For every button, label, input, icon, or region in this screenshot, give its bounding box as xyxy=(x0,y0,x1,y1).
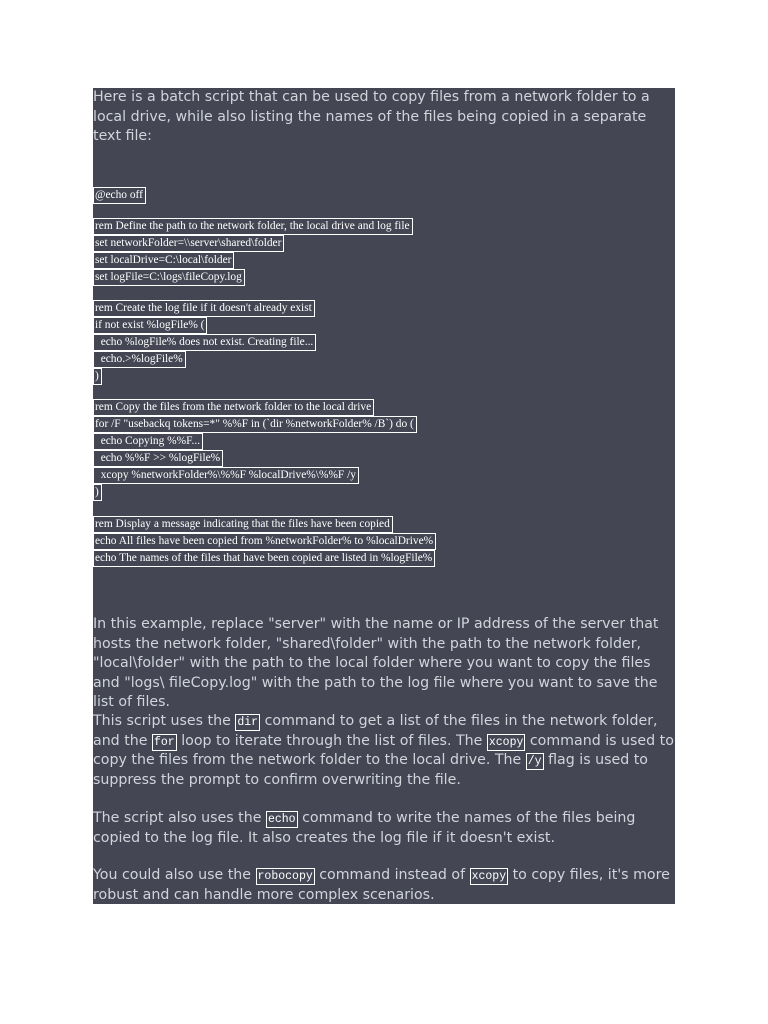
text: command is used to copy the files from the network folder to the local drive. The xyxy=(93,732,674,769)
code-line: rem Define the path to the network folder, the local drive and log file xyxy=(93,218,413,235)
text: This script uses the xyxy=(93,713,236,729)
inline-code-dir: dir xyxy=(237,716,259,729)
code-line: set localDrive=C:\local\folder xyxy=(93,252,234,269)
intro-paragraph: Here is a batch script that can be used to copy files from a network folder to a local drive, while also listing the names of the files being copied in a separate text file: xyxy=(93,89,650,145)
text: flag is used to suppress the prompt to confirm overwriting the file. xyxy=(93,752,648,788)
inline-code-y-flag: /y xyxy=(527,755,542,769)
code-line: rem Copy the files from the network folder to the local drive xyxy=(93,399,374,416)
text: command to write the names of the files being copied to the log file. It also creates the log file if it doesn't exist. xyxy=(93,810,636,846)
inline-code-robocopy: robocopy xyxy=(257,870,313,883)
code-line: xcopy %networkFolder%\%%F %localDrive%\%%F /y xyxy=(93,467,359,484)
text: You could also use the xyxy=(93,867,256,883)
code-line: rem Display a message indicating that the files have been copied xyxy=(93,516,393,533)
robocopy-paragraph xyxy=(93,866,675,905)
text: The script also uses the xyxy=(93,810,266,826)
code-line: ) xyxy=(93,484,102,501)
code-line: set logFile=C:\logs\fileCopy.log xyxy=(93,269,245,286)
inline-code-echo: echo xyxy=(267,813,296,826)
code-line: echo %%F >> %logFile% xyxy=(93,450,223,467)
text: command to get a list of the files in the network folder, and the xyxy=(93,713,658,749)
code-line: echo All files have been copied from %networkFolder% to %localDrive% xyxy=(93,533,436,550)
text: loop to iterate through the list of files. The xyxy=(176,732,487,749)
example-paragraph: In this example, replace "server" with the name or IP address of the server that hosts the network folder, "shared\folder" with the path to the network folder, "local\folder" with the path to the local folder where you want to copy the files and "logs\ fileCopy.log" with the path to the log file where you want to save the list of files. xyxy=(93,616,659,711)
code-line: ) xyxy=(93,368,102,385)
inline-code-xcopy: xcopy xyxy=(471,870,507,883)
code-line: echo Copying %%F... xyxy=(93,433,203,450)
echo-paragraph xyxy=(93,809,675,848)
code-line: echo.>%logFile% xyxy=(93,351,186,368)
response-panel xyxy=(93,88,675,904)
code-line: @echo off xyxy=(93,187,146,204)
text: command instead of xyxy=(314,867,470,883)
code-line: echo %logFile% does not exist. Creating file... xyxy=(93,334,316,351)
script-usage-paragraph xyxy=(93,712,675,790)
code-line: rem Create the log file if it doesn't already exist xyxy=(93,300,315,317)
code-line: if not exist %logFile% ( xyxy=(93,317,207,334)
text: to copy files, it's more robust and can handle more complex scenarios. xyxy=(93,867,670,903)
code-line: set networkFolder=\\server\shared\folder xyxy=(93,235,284,252)
code-line: for /F "usebackq tokens=*" %%F in (`dir %networkFolder% /B`) do ( xyxy=(93,416,417,433)
inline-code-xcopy: xcopy xyxy=(488,735,524,749)
code-line: echo The names of the files that have been copied are listed in %logFile% xyxy=(93,550,435,567)
inline-code-for: for xyxy=(154,735,175,749)
